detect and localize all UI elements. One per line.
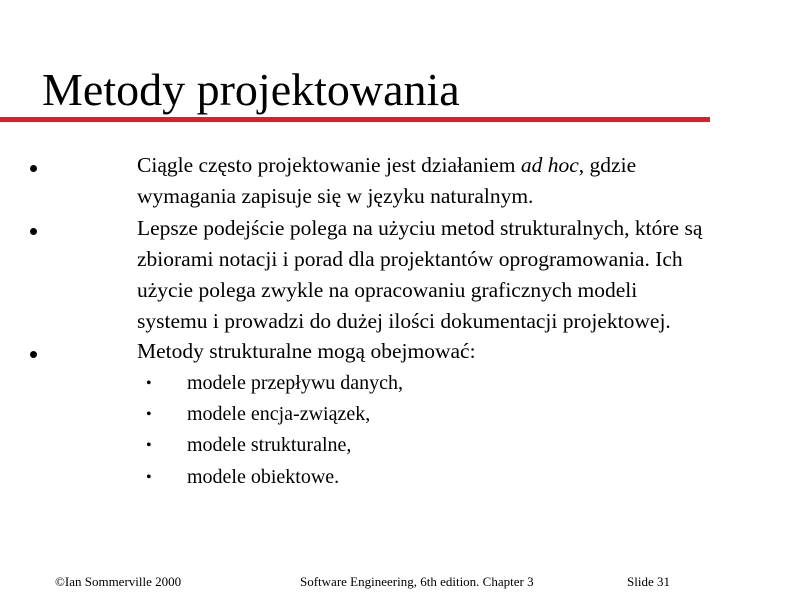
- footer-book-title: Software Engineering, 6th edition. Chapter 3: [300, 574, 534, 589]
- bullet-dot: [30, 228, 37, 235]
- sub-bullet-marker: •: [146, 469, 152, 486]
- sub-bullet-text: modele encja-związek,: [187, 403, 371, 425]
- sub-bullet-item: [0, 368, 810, 399]
- sub-bullet-text: modele przepływu danych,: [187, 372, 404, 394]
- sub-bullet-marker: •: [146, 375, 152, 392]
- bullet-text-emphasis: ad hoc: [520, 153, 579, 177]
- bullet-text: Lepsze podejście polega na użyciu metod strukturalnych, które są zbiorami notacji i porad dla projektantów oprogramowania. Ich użycie polega zwykle na opracowaniu graficznych modeli systemu i prowadzi do dużej ilości dokumentacji projektowej.: [137, 216, 703, 333]
- footer-slide-number: Slide 31: [627, 574, 670, 589]
- slide-title: Metody projektowania: [42, 64, 460, 115]
- sub-bullet-marker: •: [146, 406, 152, 423]
- footer-copyright: ©Ian Sommerville 2000: [55, 574, 182, 589]
- title-underline: [0, 117, 710, 122]
- sub-bullet-item: [0, 430, 810, 461]
- bullet-dot: [30, 165, 37, 172]
- bullet-text-prefix: Ciągle często projektowanie jest działaniem: [137, 153, 521, 177]
- bullet-text-suffix: , gdzie wymagania zapisuje się w języku naturalnym.: [137, 153, 637, 208]
- sub-bullet-text: modele obiektowe.: [187, 466, 340, 488]
- sub-bullet-item: [0, 462, 810, 493]
- bullet-dot: [30, 351, 37, 358]
- sub-bullet-text: modele strukturalne,: [187, 434, 352, 456]
- sub-bullet-marker: •: [146, 437, 152, 454]
- bullet-text: [137, 150, 787, 212]
- sub-bullet-item: [0, 399, 810, 430]
- bullet-text: Metody strukturalne mogą obejmować:: [137, 339, 476, 363]
